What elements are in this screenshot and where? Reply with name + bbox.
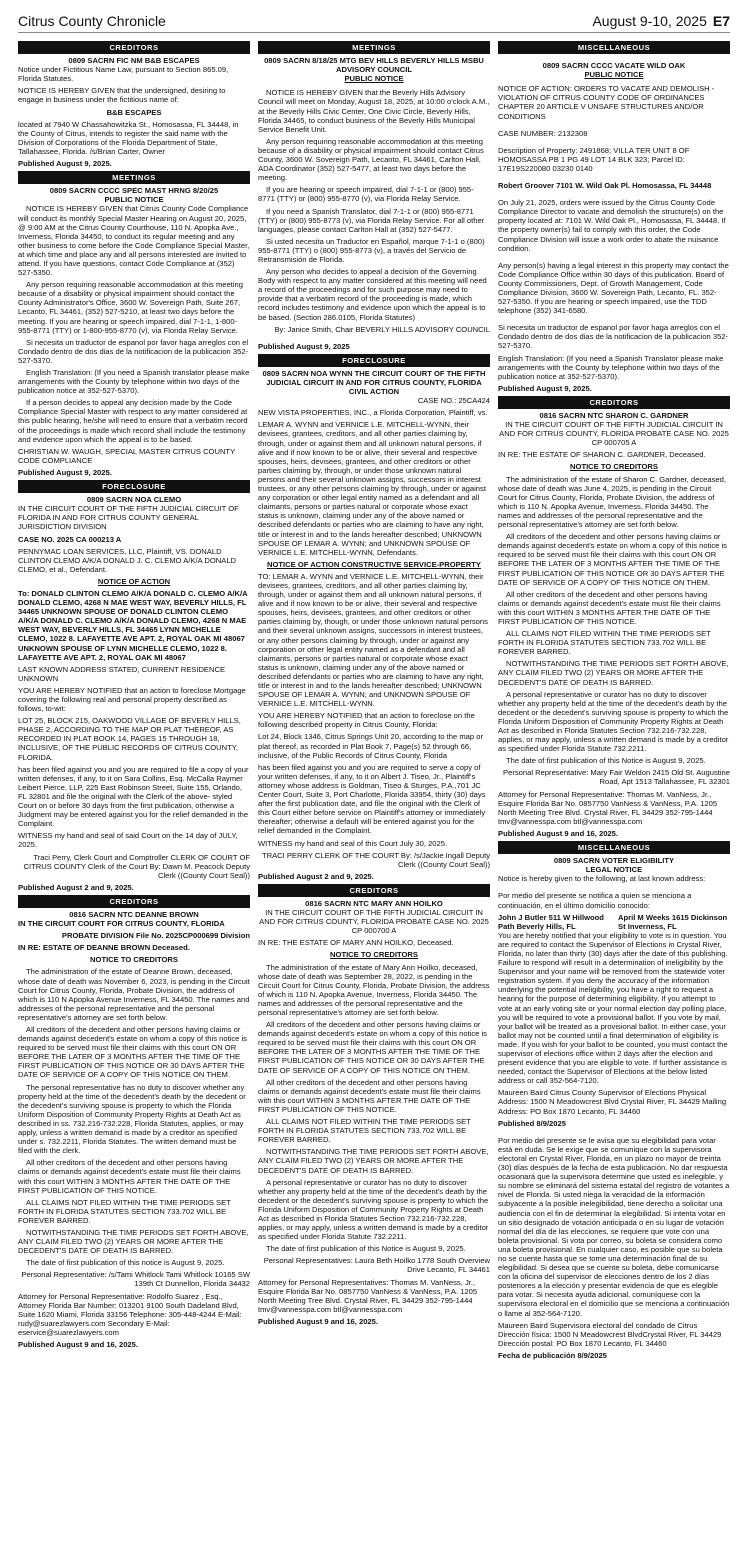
- voter-entry: John J Butler 511 W Hillwood Path Beverly Hills, FL: [498, 912, 604, 931]
- published-line: Fecha de publicación 8/9/2025: [498, 1350, 607, 1360]
- notice-text: English Translation: (If you need a Spanish Translator please make arrangements with the County by telephone within two days of the publication notice at 352-527-5370).: [498, 353, 724, 381]
- notice-heading: NOTICE TO CREDITORS: [90, 955, 178, 965]
- notice-text: All other creditors of the decedent and other persons having claims or demands against decedent's estate must file their claims with this court WITHIN 3 MONTHS AFTER THE DATE OF THE FIRST PUBLICATION OF THIS NOTICE.: [498, 589, 721, 626]
- section-header: FORECLOSURE: [258, 354, 490, 367]
- notice-text: If you are hearing or speech impaired, dial 7-1-1 or (800) 955-8771 (TTY) or (800) 955-8770 (v), via Florida Relay Service.: [258, 185, 474, 204]
- notice-text: NOTICE OF ACTION: ORDERS TO VACATE AND DEMOLISH - VIOLATION OF CITRUS COUNTY CODE OF ORDINANCES CHAPTER 20 ARTICLE V UNSAFE STRUCTURES AND/OR CONDITIONS: [498, 84, 715, 121]
- notice-text: NOTWITHSTANDING THE TIME PERIODS SET FORTH ABOVE, ANY CLAIM FILED TWO (2) YEARS OR MORE AFTER THE DECEDENT'S DATE OF DEATH IS BARRED.: [258, 1147, 489, 1175]
- parties: PENNYMAC LOAN SERVICES, LLC, Plaintiff, VS. DONALD CLINTON CLEMO A/K/A DONALD J. C. CLEMO A/K/A DONALD CLEMO, et al., Defendant.: [18, 546, 237, 574]
- notice-subtitle: LEGAL NOTICE: [585, 865, 643, 875]
- signature: CHRISTIAN W. WAUGH, SPECIAL MASTER CITRUS COUNTY CODE COMPLIANCE: [18, 446, 236, 465]
- published-line: Published August 2 and 9, 2025.: [258, 871, 374, 881]
- notice-text: Any person requiring reasonable accommodation at this meeting because of a disability or physical impairment should contact Citrus County, 3600 W. Sovereign Path, Lecanto, FL 34461, Carlton Hall, ADA Coordinator (352) 527-5477, at least two days before the meeting.: [258, 136, 484, 183]
- personal-representative: Personal Representatives: Laura Beth Hoilko 1778 South Overview Drive Lecanto, FL 34461: [263, 1256, 490, 1275]
- notice-text: On July 21, 2025, orders were issued by the Citrus County Code Compliance Director to vacate and demolish the structure(s) on the property located at: 7101 W. Wild Oak Pl., Homosassa, FL 34448. If the property owner(s) fail to comply with this order, the Code Compliance Division will issue a work order to abate the nuisance condition.: [498, 198, 726, 253]
- notice-text: YOU ARE HEREBY NOTIFIED that an action to foreclose on the following described property in Citrus County, Florida:: [258, 711, 475, 730]
- notice-text: Notice is hereby given to the following, at last known address:: [498, 874, 706, 884]
- published-line: Published 8/9/2025: [498, 1118, 566, 1128]
- notice-text: Por medio del presente se le avisa que su elegibilidad para votar está en duda. Se le exige que se comunique con la supervisora electoral en Crystal River, Florida, en un plazo no mayor de treinta (30) días después de la fecha de esta publicación. No dar respuesta ocasionará que la supervisora determine que usted es inelegible, y su nombre se eliminará del sistema estatal del registro de votantes a nivel de Florida. Si usted niega la veracidad de la información subyacente a la posible inelegibilidad, tiene derecho a solicitar una audiencia con el fin de determinar la elegibilidad. Si intenta votar en un sitio designado de votación anticipada o en su lugar de votación normal del día de las elecciones, se requiere que vote con una boleta provisional. Si vota por correo, su boleta se considera como una boleta provisional. En cualquier caso, es posible que su boleta no se cuente hasta que se tome una determinación final de su elegibilidad. Si desea que se cuente su boleta, debe comunicarse con la oficina del supervisor de elecciones dentro de los 2 días posteriores a la elección y presentar evidencia de que es elegible para votar. Si necesita ayuda adicional, comuníquese con la supervisora electoral en el domicilio que se menciona a continuación o llame al 352-564-7120.: [498, 1135, 730, 1318]
- notice-text: YOU ARE HEREBY NOTIFIED that an action to foreclose Mortgage covering the following real and personal property described as follows, to-wit:: [18, 685, 246, 714]
- signature: TRACI PERRY CLERK OF THE COURT By: /s/Jackie Ingall Deputy Clerk ((County Court Seal)): [261, 850, 490, 869]
- owner-address: Robert Groover 7101 W. Wild Oak Pl. Homosassa, FL 34448: [498, 181, 712, 191]
- published-line: Published August 9, 2025.: [18, 467, 112, 477]
- section-header: MEETINGS: [18, 171, 250, 184]
- notice-text: has been filed against you and you are required to file a copy of your written defenses, if any, to it on Sara Collins, Esq. McCalla Raymer Leibert Pierce, LLP, 225 East Robinson Street, Suite 155, Orlando, FL 32801 and file the original with the Clerk of the above- styled Court on or before 30 days from the first publication, otherwise a Judgment may be entered against you for the relief demanded in the Complaint.: [18, 764, 249, 829]
- notice-heading: NOTICE OF ACTION CONSTRUCTIVE SERVICE-PROPERTY: [267, 559, 481, 569]
- notice-text: ALL CLAIMS NOT FILED WITHIN THE TIME PERIODS SET FORTH IN FLORIDA STATUTES SECTION 733.702 WILL BE FOREVER BARRED.: [18, 1197, 231, 1225]
- notice-text: All other creditors of the decedent and other persons having claims or demands against decedent's estate must file their claims with this court WITHIN 3 MONTHS AFTER THE DATE OF THE FIRST PUBLICATION OF THIS NOTICE.: [258, 1077, 481, 1114]
- notice-text: The personal representative has no duty to discover whether any property held at the time of the decedent's death by the decedent or the decedent's surviving spouse is property to which the Florida Uniform Disposition of Community Property Rights at Death Act as described in ss. 732.216-732.228, Florida Statutes, applies, or may apply, unless a written demand is made by a creditor as specified under s. 732.2211, Florida Statutes. The written demand must be filed with the clerk.: [18, 1082, 246, 1156]
- attorney-block: Attorney for Personal Representative: Rodolfo Suarez , Esq., Attorney Florida Bar Number: 013201 9100 South Dadeland Blvd, Suite 1620 Miami, Florida 33156 Telephone: 305-448-4244 E-Mail: rudy@suarezlawyers.com Secondary E-Mail: eservice@suarezlawyers.com: [18, 1291, 242, 1337]
- notice-text: Any person(s) having a legal interest in this property may contact the Code Compliance Office within 30 days of this publication. Board of County Commissioners, Dept. of Growth Management, Code Compliance Division, 3600 W. Sovereign Path, Lecanto, FL. 352-527-5350. If you are hearing or speech impaired, use the TDD telephone (352) 341-6580.: [498, 260, 729, 316]
- notice-text: If you need a Spanish Translator, dial 7-1-1 or (800) 955-8771 (TTY) or (800) 955-8773 (v), via Florida Relay Service. For all other languages, please contact Carlton Hall at (352) 527-5477.: [258, 206, 485, 234]
- notice-text: NOTICE IS HEREBY GIVEN that the Beverly Hills Advisory Council will meet on Monday, August 18, 2025, at 10:00 o'clock A.M., at the Beverly Hills Civic Center, One Civic Circle, Beverly Hills, Florida 34465, to conduct business of the Beverly Hills Municipal Service Benefit Unit.: [258, 88, 490, 134]
- notice-text: All other creditors of the decedent and other persons having claims or demands against decedent's estate must file their claims with this court WITHIN 3 MONTHS AFTER THE DATE OF THE FIRST PUBLICATION OF THIS NOTICE.: [18, 1158, 241, 1195]
- addressees: To: DONALD CLINTON CLEMO A/K/A DONALD C. CLEMO A/K/A DONALD CLEMO, 4268 N MAE WEST WAY, BEVERLY HILLS, FL 34465 UNKNOWN SPOUSE OF DONALD CLINTON CLEMO A/K/A DONALD C. CLEMO A/K/A DONALD CLEMO, 4268 N MAE WEST WAY, BEVERLY HILLS, FL 34465 LYNN MICHELLE CLEMO, 1022 8. LAFAYETTE AVE APT. 2, ROYAL OAK MI 48067 UNKNOWN SPOUSE OF LYNN MICHELLE CLEMO, 1022 8. LAFAYETTE AVE APT. 2, ROYAL OAK MI 48067: [18, 588, 248, 662]
- notice-text: ALL CLAIMS NOT FILED WITHIN THE TIME PERIODS SET FORTH IN FLORIDA STATUTES SECTION 733.702 WILL BE FOREVER BARRED.: [258, 1117, 471, 1145]
- signature: Maureen Baird Supervisora electoral del condado de Citrus Dirección física: 1500 N Meadowcrest BlvdCrystal River, FL 34429 Dirección postal: PO Box 1870 Lecanto, FL 34460: [498, 1320, 722, 1348]
- notice-text: Any person who decides to appeal a decision of the Governing Body with respect to any matter considered at this meeting will need a record of the proceedings and for such purpose may need to provide that a verbatim record of the proceeding is made, which record includes testimony and evidence upon which the appeal is to be based. (Section 286.0105, Florida Statutes): [258, 267, 487, 322]
- case-number: CASE NUMBER: 2132308: [498, 128, 588, 138]
- notice-title: 0809 SACRN CCCC VACATE WILD OAK: [542, 61, 686, 71]
- notice-text: Notice under Fictitious Name Law, pursuant to Section 865.09, Florida Statutes.: [18, 65, 229, 84]
- section-header: FORECLOSURE: [18, 480, 250, 493]
- notice-text: A personal representative or curator has no duty to discover whether any property held at the time of the decedent's death by the decedent or the decedent's surviving spouse is property to which the Florida Uniform Disposition of Community Property Rights at Death Act as described in Florida Statutes Section 732.216-732.228, applies, or may apply, unless a written demand is made by a creditor as specified under Florida Statute 732.2211.: [498, 689, 729, 754]
- notice-title: 0809 SACRN VOTER ELIGIBILITY: [553, 856, 675, 866]
- notice-text: Si necesita un traductor de espanol por favor haga arreglos con el Condado dentro de dos dias de la notificacion de la publicacion 352-527-5370.: [498, 323, 729, 351]
- signature: By: Janice Smith, Chair BEVERLY HILLS ADVISORY COUNCIL: [274, 324, 490, 334]
- attorney-block: Attorney for Personal Representative: Thomas M. VanNess, Jr., Esquire Florida Bar No. 0857750 VanNess & VanNess, P.A. 1205 North Meeting Tree Blvd. Crystal River, FL 34429 352-795-1444 tmv@vannesspa.com btl@vannesspa.com: [498, 789, 718, 826]
- column-2: [258, 38, 490, 1538]
- notice-subtitle: PUBLIC NOTICE: [104, 195, 164, 205]
- page-number: E7: [712, 13, 730, 29]
- notice-text: has been filed against you and you are required to serve a copy of your written defenses, if any, to it on Albert J. Tiseo, Jr., Plaintiff's attorney whose address is Goldman, Tiseo & Sturges, P.A.,701 JC Center Court, Suite 3, Port Charlotte, Florida 33954, thirty (30) days after the first publication date, and file the original with the Clerk of this Court either before service on Plaintiff's attorney or immediately thereafter; otherwise a default will be entered against you for the relief demanded in the Complaint.: [258, 762, 486, 836]
- section-header: MEETINGS: [258, 41, 490, 54]
- notice-title: 0816 SACRN NTC MARY ANN HOILKO: [305, 898, 443, 908]
- notice-heading: NOTICE TO CREDITORS: [570, 462, 658, 472]
- notice-heading: NOTICE OF ACTION: [97, 576, 171, 586]
- column-1: [18, 38, 250, 1538]
- personal-representative: Personal Representative: /s/Tami Whitlock Tami Whitlock 10165 SW 139th Ct Dunnellon, Florida 34432: [21, 1270, 250, 1289]
- published-line: Published August 9, 2025.: [498, 383, 592, 393]
- issue-date: August 9-10, 2025 E7: [592, 13, 730, 29]
- court-caption: IN THE CIRCUIT COURT OF THE FIFTH JUDICIAL CIRCUIT IN AND FOR CITRUS COUNTY, FLORIDA PROBATE CASE NO. 2025 CP 000700 A: [259, 908, 489, 936]
- personal-representative: Personal Representative: Mary Fair Weldon 2415 Old St. Augustine Road, Apt 1513 Tallahassee, FL 32301: [503, 768, 730, 787]
- notice-heading: NOTICE TO CREDITORS: [330, 950, 418, 960]
- notice-text: You are hereby notified that your eligibility to vote is in question. You are required to contact the Supervisor of Elections in Crystal River, Florida, no later than thirty (30) days after the date of this publishing. Failure to respond will result in a determination of ineligibility by the Supervisor and your name will be removed from the statewide voter registration system. If you deny the accuracy of the information underlying the potential ineligibility, you have a right to request a hearing for the purpose of determining eligibility. If you attempt to vote at an early voting site or your normal election day polling place, you will be required to vote a provisional ballot. If you vote by mail, your ballot will be treated as a provisional ballot. In either case, your ballot may not be counted until a final determination of eligibility is made. If you wish for your ballot to be counted, you must contact the supervisor of elections office within 2 days after the election and present evidence that you are eligible to vote. If further assistance is needed, contact the Supervisor of Elections at the below listed address or call 352-564-7120.: [498, 930, 728, 1086]
- notice-title: 0816 SACRN NTC SHARON C. GARDNER: [539, 411, 689, 420]
- court-caption: IN THE CIRCUIT COURT OF THE FIFTH JUDICIAL CIRCUIT IN AND FOR CITRUS COUNTY, FLORIDA PROBATE CASE NO. 2025 CP 000705 A: [499, 420, 729, 448]
- notice-title: 0809 SACRN NOA CLEMO: [86, 495, 182, 505]
- notice-title: 0816 SACRN NTC DEANNE BROWN: [69, 909, 199, 919]
- notice-text: The administration of the estate of Mary Ann Hoilko, deceased, whose date of death was September 28, 2022, is pending in the Circuit Court for Citrus County, Florida, Probate Division, the address of which is 110 N. Apopka Avenue, Inverness, Florida 34450. The names and addresses of the personal representative and the personal representative's attorney are set forth below.: [258, 962, 490, 1017]
- notice-text: LAST KNOWN ADDRESS STATED, CURRENT RESIDENCE UNKNOWN: [18, 664, 226, 683]
- notice-text: Si necesita un traductor de espanol por favor haga arreglos con el Condado dentro de dos dias de la notificacion de la publicacion 352-527-5370.: [18, 337, 249, 365]
- voter-entry: April M Weeks 1615 Dickinson St Inverness, FL: [618, 912, 728, 931]
- notice-text: Any person requiring reasonable accommodation at this meeting because of a disability or physical impairment should contact the County Administrator's Office, 3600 W. Sovereign Path, Suite 267, Lecanto, FL 34461, (352) 527-5210, at least two days before the meeting. If you are hearing or speech impaired, dial 7-1-1, 1-800-955-8771 (TTY) or 1-800-955-8770 (v), via Florida Relay Service.: [18, 280, 243, 335]
- property-description: Description of Property: 2491868; VILLA TER UNIT 8 OF HOMOSASSA PB 1 PG 49 LOT 14 BLK 323; Parcel ID: 17E19S220080 03230 0140: [498, 145, 690, 173]
- notice-title: 0809 SACRN CCCC SPEC MAST HRNG 8/20/25: [49, 186, 219, 196]
- notice-text: WITNESS my hand and seal of said Court on the 14 day of JULY, 2025.: [18, 831, 238, 850]
- notice-text: NOTICE IS HEREBY GIVEN that the undersigned, desiring to engage in business under the fictitious name of:: [18, 86, 226, 105]
- court-caption: IN THE CIRCUIT COURT OF THE FIFTH JUDICIAL CIRCUIT OF FLORIDA IN AND FOR CITRUS COUNTY GENERAL JURISDICTION DIVISION: [18, 504, 239, 532]
- signature: Traci Perry, Clerk Court and Comptroller CLERK OF COURT OF CITRUS COUNTY Clerk of the Court By: Dawn M. Peacock Deputy Clerk ((County Court Seal)): [23, 852, 250, 880]
- published-line: Published August 9 and 16, 2025.: [258, 1316, 378, 1326]
- case-number: CASE NO. 2025 CA 000213 A: [18, 534, 122, 544]
- section-header: CREDITORS: [18, 41, 250, 54]
- notice-text: ALL CLAIMS NOT FILED WITHIN THE TIME PERIODS SET FORTH IN FLORIDA STATUTES SECTION 733.702 WILL BE FOREVER BARRED.: [498, 629, 711, 657]
- notice-text: The date of first publication of this notice is August 9, 2025.: [26, 1258, 225, 1268]
- notice-subtitle: PUBLIC NOTICE: [584, 70, 644, 80]
- notice-text: All creditors of the decedent and other persons having claims or demands against decedent's estate on whom a copy of this notice is required to be served must file their claims with this court ON OR BEFORE THE LATER OF 3 MONTHS AFTER THE TIME OF THE FIRST PUBLICATION OF THIS NOTICE OR 30 DAYS AFTER THE DATE OF SERVICE OF A COPY OF THIS NOTICE ON THEM.: [258, 1020, 487, 1075]
- section-header: MISCELLANEOUS: [498, 41, 730, 54]
- notice-text: Por medio del presente se notifica a quien se menciona a continuación, en el último domicilio conocido:: [498, 891, 692, 910]
- published-line: Published August 9 and 16, 2025.: [18, 1340, 138, 1349]
- estate-caption: IN RE: THE ESTATE OF SHARON C. GARDNER, Deceased.: [498, 450, 706, 460]
- division: PROBATE DIVISION File No. 2025CP000699 Division: [61, 931, 250, 941]
- estate-caption: IN RE: THE ESTATE OF MARY ANN HOILKO, Deceased.: [258, 938, 454, 948]
- notice-text: Si usted necesita un Traductor en Español, marque 7-1-1 o (800) 955-8771 (TTY) o (800) 955-8773 (v), a través del Servicio de Retransmisión de Florida.: [258, 236, 485, 264]
- section-header: MISCELLANEOUS: [498, 841, 730, 854]
- notice-text: located at 7940 W Chassahowitzka St., Homosassa, FL 34448, in the County of Citrus, intends to register the said name with the Division of Corporations of the Florida Department of State, Tallahassee, Florida. /s/Brian Carter, Owner: [18, 119, 239, 156]
- court-caption: IN THE CIRCUIT COURT FOR CITRUS COUNTY, FLORIDA: [18, 919, 225, 929]
- paper-name: Citrus County Chronicle: [18, 13, 166, 29]
- published-line: Published August 9, 2025: [258, 341, 350, 351]
- notice-title: 0809 SACRN 8/18/25 MTG BEV HILLS BEVERLY HILLS MSBU ADVISORY COUNCIL: [264, 56, 484, 75]
- notice-text: NOTICE IS HEREBY GIVEN that Citrus County Code Compliance will conduct its monthly Special Master Hearing on August 20, 2025, @ 9:00 AM at the Citrus County Courthouse, 110 N. Apopka Ave., Inverness, Florida 34450, to conduct its regular meeting and any other business to come before the Code Compliance Special Master, at which time and place any and all persons interested are invited to attend. If you have questions, contact Code Compliance at (352) 527-5350.: [18, 204, 250, 278]
- fictitious-name: B&B ESCAPES: [106, 107, 162, 117]
- parties: NEW VISTA PROPERTIES, INC., a Florida Corporation, Plaintiff, vs.: [258, 408, 488, 418]
- notice-text: WITNESS my hand and seal of this Court July 30, 2025.: [258, 838, 448, 848]
- voter-list: [498, 913, 730, 931]
- published-line: Published August 2 and 9, 2025.: [18, 882, 134, 892]
- legal-description: Lot 24, Block 1346, Citrus Springs Unit 20, according to the map or plat thereof, as recorded in Plat Book 7, Page(s) 52 through 66, inclusive, of the Public Records of Citrus County, Florida: [258, 732, 483, 760]
- notice-text: All creditors of the decedent and other persons having claims or demands against decedent's estate on whom a copy of this notice is required to be served must file their claims with this court ON OR BEFORE THE LATER OF 3 MONTHS AFTER THE TIME OF THE FIRST PUBLICATION OF THIS NOTICE OR 30 DAYS AFTER THE DATE OF SERVICE OF A COPY OF THIS NOTICE ON THEM.: [18, 1025, 247, 1080]
- masthead: [18, 10, 730, 33]
- notice-subtitle: PUBLIC NOTICE: [344, 74, 404, 84]
- defendants: LEMAR A. WYNN and VERNICE L.E. MITCHELL-WYNN, their devisees, grantees, creditors, and all other parties claiming by, through, under or against them and all unknown natural persons, if alive and if now known to be or alive, their several and respective spouses, heirs, devisees, grantees, and other creditors or other parties claiming by, through, or under those unknown natural persons and their several unknown assigns, successors in interest trustees, or any other persons claiming by through, under or against any corporation or other legal entity named as a defendant and all claimants, persons or parties natural or corporate whose exact status is unknown, claiming under any of the above named or described defendants or parties who are claiming to have any right, title or interest in and to the lands hereafter described; UNKNOWN SPOUSE OF LEMAR A. WYNN; and UNKNOWN SPOUSE OF VERNICE L.E. MITCHELL-WYNN, Defendants.: [258, 420, 486, 557]
- section-header: CREDITORS: [498, 396, 730, 409]
- notice-title: 0809 SACRN NOA WYNN THE CIRCUIT COURT OF THE FIFTH JUDICIAL CIRCUIT IN AND FOR CITRUS COUNTY, FLORIDA CIVIL ACTION: [262, 368, 486, 397]
- notice-text: The date of first publication of this Notice is August 9, 2025.: [506, 756, 706, 766]
- notice-text: NOTWITHSTANDING THE TIME PERIODS SET FORTH ABOVE, ANY CLAIM FILED TWO (2) YEARS OR MORE AFTER THE DECEDENT'S DATE OF DEATH IS BARRED.: [498, 659, 729, 687]
- column-3: [498, 38, 730, 1538]
- notice-text: All creditors of the decedent and other persons having claims or demands against decedent's estate on whom a copy of this notice is required to be served must file their claims with this court ON OR BEFORE THE LATER OF 3 MONTHS AFTER THE TIME OF THE FIRST PUBLICATION OF THIS NOTICE OR 30 DAYS AFTER THE DATE OF SERVICE OF A COPY OF THIS NOTICE ON THEM.: [498, 532, 727, 587]
- attorney-block: Attorney for Personal Representatives: Thomas M. VanNess, Jr., Esquire Florida Bar No. 0857750 VanNess & VanNess, P.A. 1205 North Meeting Tree Blvd. Crystal River, FL 34429 352-795-1444 tmv@vannesspa.com btl@vannesspa.com: [258, 1277, 478, 1314]
- notice-text: The administration of the estate of Deanne Brown, deceased, whose date of death was November 6, 2023, is pending in the Circuit Court for Citrus County, Florida, Probate Division, the address of which is 110 N Apopka Avenue Inverness, FL 34450. The names and addresses of the personal representative and the personal representative's attorney are set forth below.: [18, 967, 250, 1022]
- notice-text: TO: LEMAR A. WYNN and VERNICE L.E. MITCHELL-WYNN, their devisees, grantees, creditors, and all other parties claiming by, through, under or against them and all unknown natural persons, if alive and if now known to be or alive, their several and respective spouses, heirs, devisees, grantees, and other creditors or other parties claiming by, though, or under those unknown natural persons and their several unknown assigns, successors in interest trustees, or any other persons claiming by through, under or against any corporation or other legal entity named as a defendant and all claimants, persons or parties natural or corporate whose exact status is unknown, claiming under any of the above named or described defendants or parties who are claiming to have any right, title or interest in and to the lands hereafter described; UNKNOWN SPOUSE OF LEMAR A. WYNN; and UNKNOWN SPOUSE OF VERNICE L.E. MITCHELL-WYNN.: [258, 571, 488, 709]
- published-line: Published August 9, 2025.: [18, 159, 112, 169]
- case-number: CASE NO.: 25CA424: [417, 396, 490, 406]
- published-line: Published August 9 and 16, 2025.: [498, 828, 618, 838]
- signature: Maureen Baird Citrus County Supervisor of Elections Physical Address: 1500 N Meadowcrest Blvd Crystal River, FL 34429 Mailing Address: PO Box 1870 Lecanto, FL 34460: [498, 1088, 727, 1116]
- notice-text: If a person decides to appeal any decision made by the Code Compliance Special Master with respect to any matter considered at this public hearing, he/she will need to ensure that a verbatim record of the proceedings is made which record shall include the testimony and evidence upon which the appeal is to be based.: [18, 398, 248, 444]
- section-header: CREDITORS: [18, 895, 250, 908]
- notice-text: A personal representative or curator has no duty to discover whether any property held at the time of the decedent's death by the decedent or the decedent's surviving spouse is property to which the Florida Uniform Disposition of Community Property Rights at Death Act as described in Florida Statutes Section 732.216-732.228, applies, or may apply, unless a written demand is made by a creditor as specified under Florida Statute 732.2211.: [258, 1177, 489, 1242]
- section-header: CREDITORS: [258, 884, 490, 897]
- notice-text: The date of first publication of this Notice is August 9, 2025.: [266, 1244, 466, 1254]
- legal-description: LOT 25, BLOCK 215, OAKWOOD VILLAGE OF BEVERLY HILLS, PHASE 2, ACCORDING TO THE MAP OR PLAT THEREOF, AS RECORDED IN PLAT BOOK 14, PAGES 15 THROUGH 18, INCLUSIVE, OF THE PUBLIC RECORDS OF CITRUS COUNTY, FLORIDA.: [18, 716, 241, 762]
- notice-title: 0809 SACRN FIC NM B&B ESCAPES: [68, 56, 200, 66]
- notice-text: NOTWITHSTANDING THE TIME PERIODS SET FORTH ABOVE, ANY CLAIM FILED TWO (2) YEARS OR MORE AFTER THE DECEDENT'S DATE OF DEATH IS BARRED.: [18, 1227, 249, 1256]
- notice-text: The administration of the estate of Sharon C. Gardner, deceased, whose date of death was June 4, 2025, is pending in the Circuit Court for Citrus County, Florida, Probate Division, the address of which is 110 N. Apopka Avenue, Inverness, Florida 34450. The names and addresses of the personal representative and the personal representative's attorney are set forth below.: [498, 474, 726, 530]
- notice-text: English Translation: (If you need a Spanish translator please make arrangements with the County by telephone within two days of the publication notice at 352-527-5370).: [18, 368, 250, 396]
- estate-caption: IN RE: ESTATE OF DEANNE BROWN Deceased.: [18, 943, 190, 953]
